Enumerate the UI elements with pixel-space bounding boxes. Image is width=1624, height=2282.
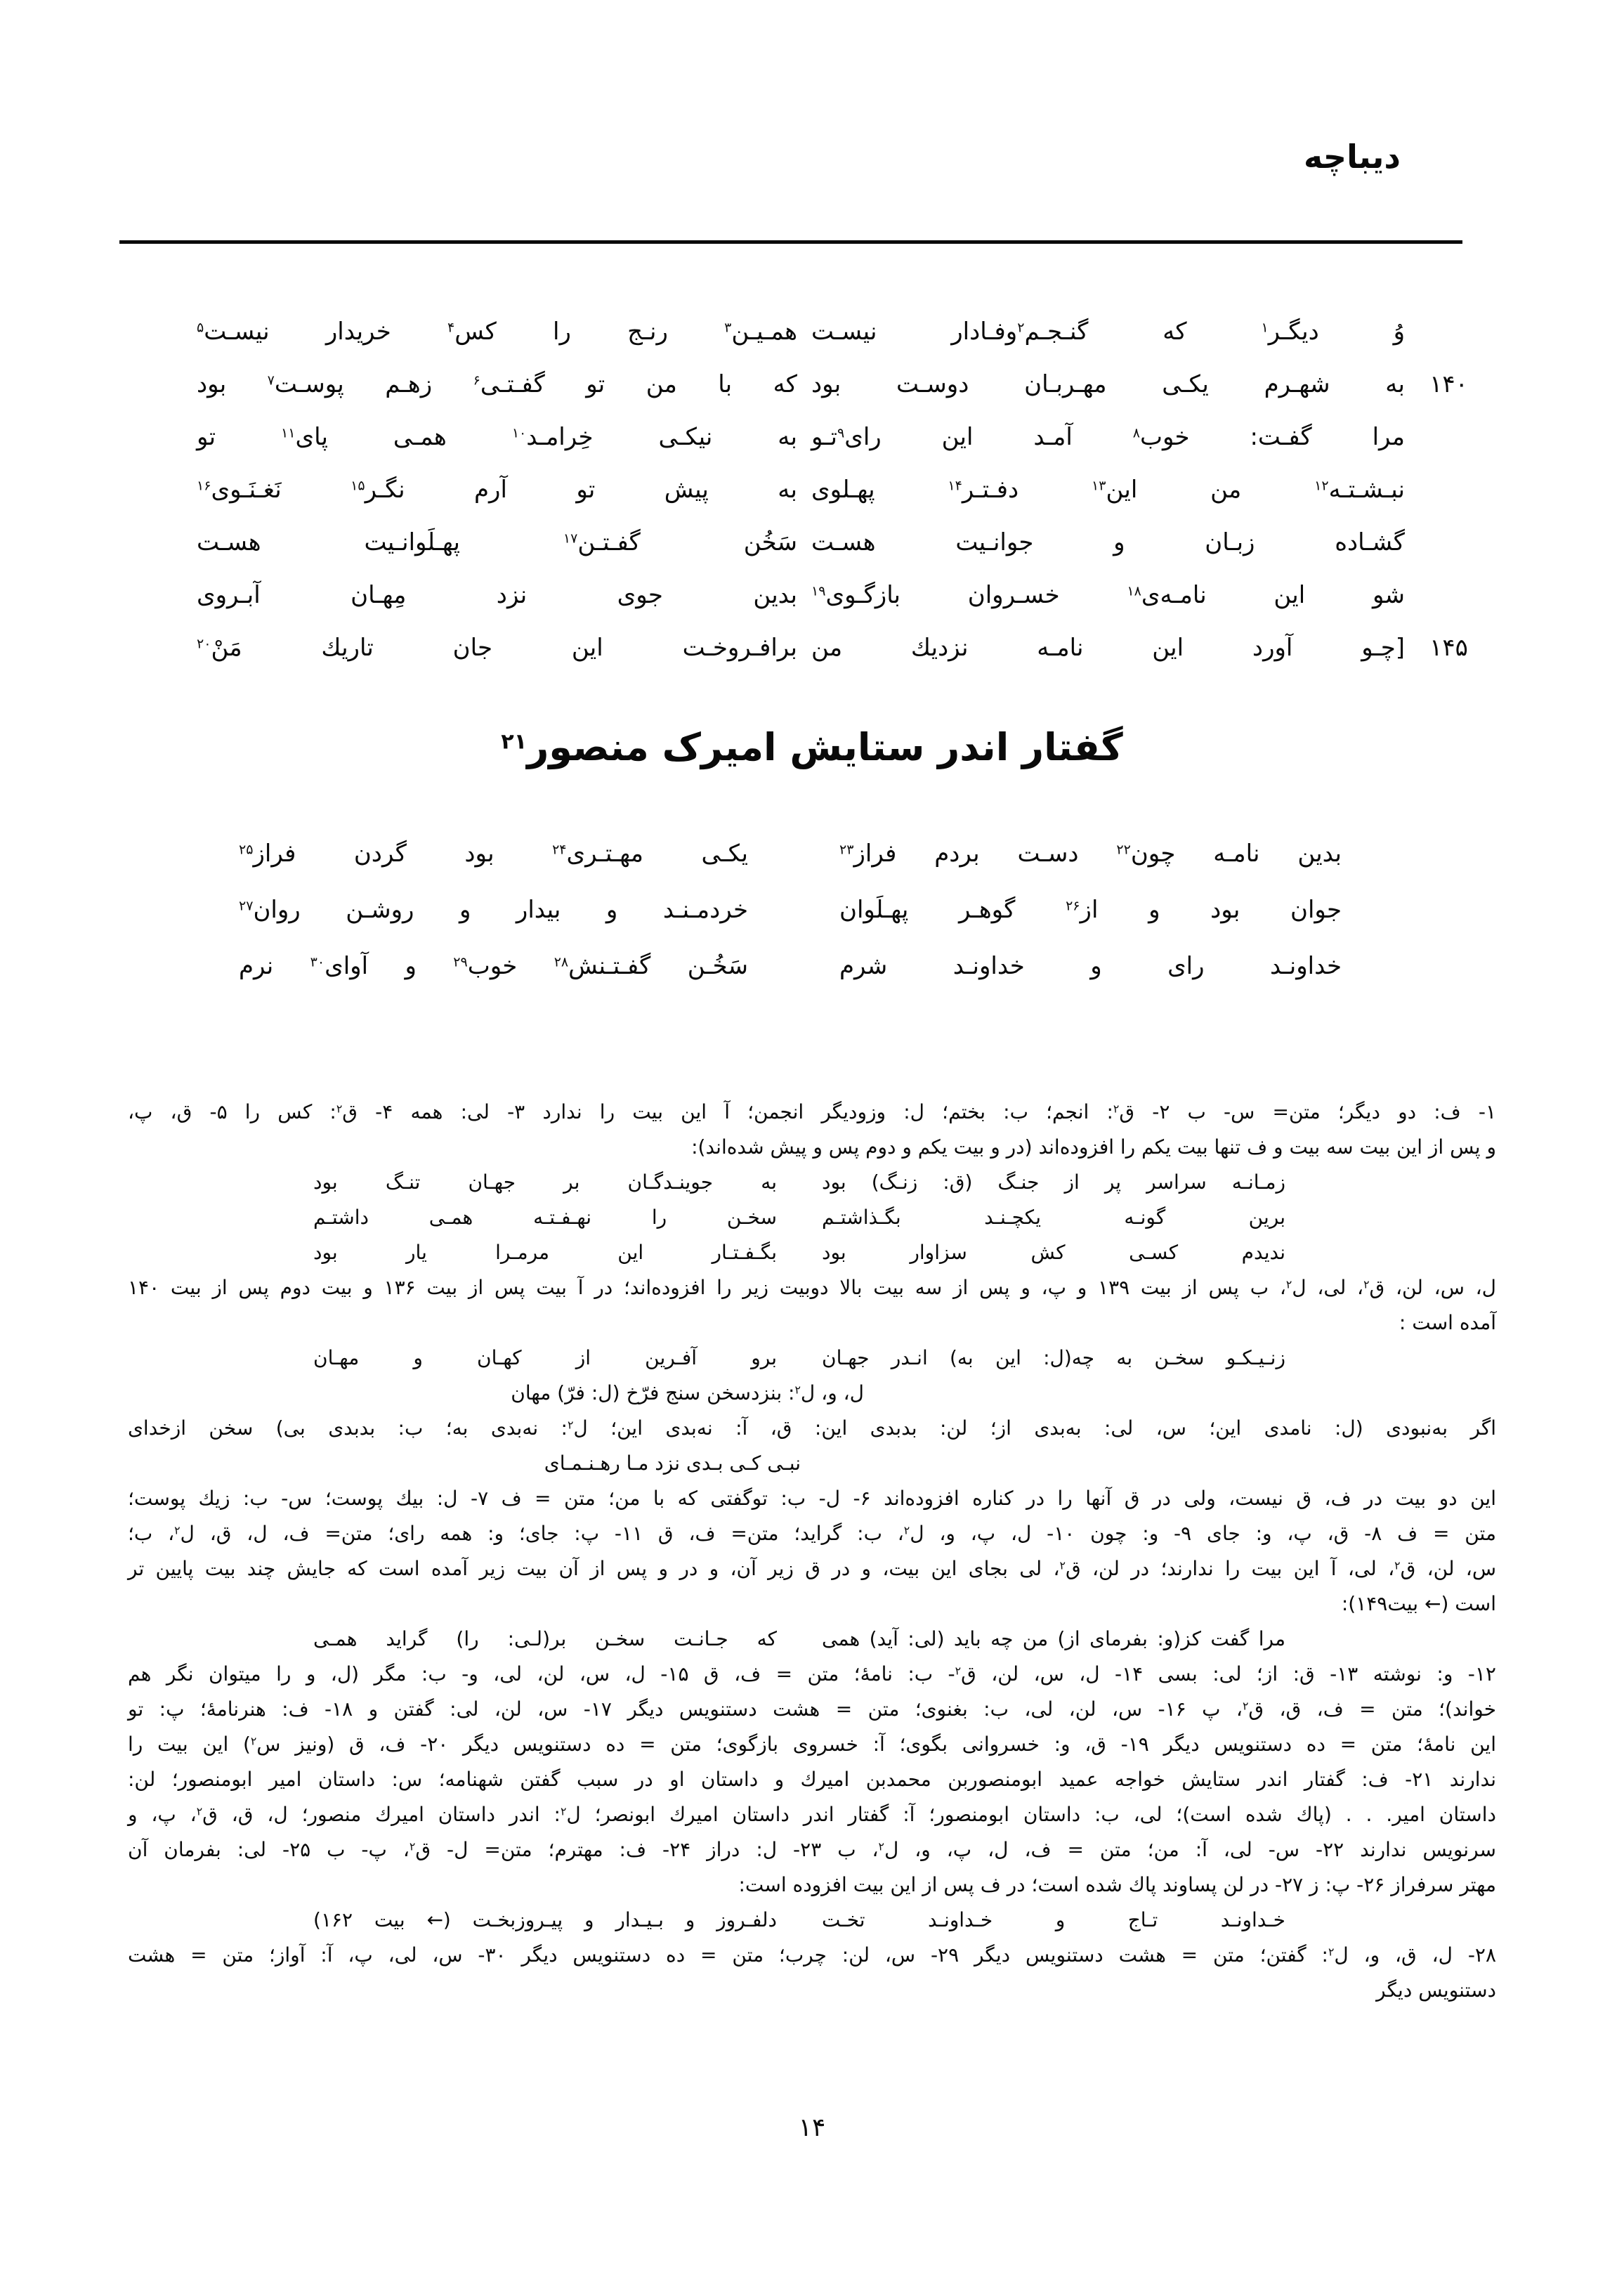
footnote-verse-second: دلفـروز و بـیـدار و پیـروزبخـت (← بیت ۱۶۲) bbox=[313, 1908, 777, 1931]
footnote-ref: ۲ bbox=[903, 1523, 910, 1537]
footnote-line: مهتر سرفراز ۲۶- پ: ز ۲۷- در لن پساوند پاك شده است؛ در ف پس از این بیت افزوده است: bbox=[738, 1873, 1496, 1896]
hemistich-second: یکـی مهـتـری$^{۲۴}$ بود گردن فراز$^{۲۵}$ bbox=[239, 840, 748, 868]
footnote-line: آمده است : bbox=[1399, 1311, 1496, 1334]
couplet-row bbox=[197, 410, 1493, 463]
footnote-ref: ۷ bbox=[267, 372, 275, 389]
footnote-ref: ۲۵ bbox=[239, 842, 254, 858]
footnote-line: دستنویس دیگر bbox=[1376, 1978, 1496, 2002]
hemistich-first: [چـو آورد این نامـه نزدیك من bbox=[811, 633, 1405, 662]
poem-2 bbox=[239, 826, 1342, 994]
footnote-ref: ۱۱ bbox=[281, 425, 296, 441]
footnote-ref: ۲ bbox=[409, 1839, 416, 1853]
hemistich-first: نبـشـتـه$^{۱۲}$ من این$^{۱۳}$ دفـتـر$^{۱۴}$ پهـلوی bbox=[811, 475, 1405, 504]
footnote-ref: ۲۹ bbox=[453, 954, 468, 970]
footnote-ref: ۲۲ bbox=[1116, 842, 1131, 858]
footnote-line: خواند)؛ متن = ف، ق، ق$^۲$، پ ۱۶- س، لن، لی، ب: بغنوی؛ متن = هشت دستنویس دیگر ۱۷- س، لن، لی: گفتن و ۱۸- ف: هنرنامهٔ؛ پ: تو bbox=[128, 1697, 1497, 1721]
footnote-ref: ۲۰ bbox=[197, 636, 211, 652]
footnote-verse bbox=[128, 1341, 1496, 1376]
footnote-line: است (← بیت۱۴۹): bbox=[1341, 1592, 1496, 1615]
hemistich-first: خداونـد رای و خداونـد شرم bbox=[839, 952, 1342, 980]
hemistich-second: که با من تو گفـتـی$^۶$ زهـم پوسـت$^۷$ بود bbox=[197, 370, 797, 398]
hemistich-second: به پیش تو آرم نگـر$^{۱۵}$ نَغـنَـوی$^{۱۶}$ bbox=[197, 475, 797, 504]
footnote-ref: ۲۸ bbox=[554, 954, 569, 970]
footnote-ref: ۲ bbox=[1113, 1102, 1120, 1116]
footnote-ref: ۲ bbox=[1285, 1277, 1292, 1291]
hemistich-second: سَخُـن گفـتـنش$^{۲۸}$ خوب$^{۲۹}$ و آوای$^{۳۰}$ نرم bbox=[239, 952, 748, 980]
footnote-ref: ۲ bbox=[196, 1804, 203, 1818]
footnote-verse-first: زمـانـه سراسر پر از جنـگ (ق: زنـگ) بود bbox=[822, 1171, 1285, 1194]
footnote-ref: ۱۸ bbox=[1127, 583, 1141, 599]
footnote-line: این دو بیت در ف، ق نیست، ولی در ق آنها را در کناره افزوده‌اند ۶- ل- ب: توگفتی که با من؛ متن = ف ۷- ل: بیك پوست؛ س- ب: زیك پوست؛ bbox=[128, 1487, 1496, 1510]
couplet-row bbox=[197, 621, 1493, 674]
footnote-verse-second: بگـفـتـار این مرمـرا یار بود bbox=[313, 1241, 777, 1264]
footnote-ref: ۹ bbox=[837, 425, 845, 441]
footnote-ref: ۳ bbox=[724, 320, 732, 336]
footnote-line: سرنویس ندارند ۲۲- س- لی، آ: من؛ متن = ف، ل، پ، و، ل$^۲$، ب ۲۳- ل: دراز ۲۴- ف: مهترم؛ متن= ل- ق$^۲$، پ- ب ۲۵- لی: بفرمان آن bbox=[128, 1838, 1497, 1861]
footnote-ref: ۸ bbox=[1132, 425, 1140, 441]
footnote-ref: ۲ bbox=[336, 1102, 343, 1116]
hemistich-first: شو این نامـه‌ی$^{۱۸}$ خسـروان بازگـوی$^{۱۹}$ bbox=[811, 580, 1405, 609]
footnote-ref: ۱۰ bbox=[511, 425, 527, 441]
header-rule bbox=[119, 240, 1462, 244]
footnote-ref: ۱۵ bbox=[351, 478, 365, 494]
hemistich-second: برافـروخـت این جان تاریك مَنْ$^{۲۰}$ bbox=[197, 633, 797, 662]
footnote-ref: ۲ bbox=[794, 1383, 801, 1397]
footnote-line: ۲۸- ل، ق، و، ل$^۲$: گفتن؛ متن = هشت دستنویس دیگر ۲۹- س، لن: چرب؛ متن = ده دستنویس دیگر ۳۰- س، لی، پ، آ: آواز؛ متن = هشت bbox=[128, 1943, 1496, 1967]
hemistich-first: مرا گفـت: خوب$^۸$ آمـد این رای$^۹$تـو bbox=[811, 422, 1405, 451]
footnote-ref: ۲۶ bbox=[1066, 898, 1080, 914]
footnote-ref: ۲ bbox=[1363, 1277, 1370, 1291]
footnote-line: ۱۲- و: نوشته ۱۳- ق: از؛ لی: بسی ۱۴- ل، س، لن، ق$^۲$- ب: نامهٔ؛ متن = ف، ق ۱۵- ل، س، لن، لی، و- ب: مگر (ل، و را میتوان نگر هم bbox=[128, 1662, 1496, 1686]
footnote-ref: ۴ bbox=[447, 320, 455, 336]
couplet-row bbox=[197, 516, 1493, 568]
footnote-line: ۱- ف: دو دیگر؛ متن= س- ب ۲- ق$^۲$: انجم؛ ب: بختم؛ ل: وزودیگر انجمن؛ آ این بیت را ندارد ۳- لی: همه ۴- ق$^۲$: کس را ۵- ق، پ، bbox=[128, 1100, 1497, 1123]
footnote-verse-second: سخـن را نهـفـتـه همـی داشتـم bbox=[313, 1206, 777, 1229]
footnote-line: این نامهٔ؛ متن = ده دستنویس دیگر ۱۹- ق، و: خسروانی بگوی؛ آ: خسروی بازگوی؛ متن = ده دستنویس دیگر ۲۰- ف، ق (ونیز س$^۲$) این بیت را bbox=[128, 1733, 1496, 1756]
footnote-line: داستان امیر. . . (پاك شده است)؛ لی، ب: داستان ابومنصور؛ آ: گفتار اندر داستان امیرك ابونصر؛ ل$^۲$: اندر داستان امیرك منصور؛ ل، ق، ق$^۲$، پ، و bbox=[128, 1803, 1497, 1826]
footnote-line: متن = ف ۸- ق، پ، و: جای ۹- و: چون ۱۰- ل، پ، و، ل$^۲$، ب: گراید؛ متن= ف، ق ۱۱- پ: جای؛ و: همه رای؛ متن= ف، ل، ق، ل$^۲$، ب؛ bbox=[128, 1522, 1496, 1545]
footnote-ref: ۲۴ bbox=[552, 842, 567, 858]
footnote-ref: ۲۳ bbox=[839, 842, 854, 858]
footnote-ref: ۲ bbox=[1394, 1558, 1401, 1572]
footnote-verse bbox=[128, 1165, 1496, 1200]
footnote-verse-first: برین گونـه یكچـنـد بگـذاشتـم bbox=[822, 1206, 1285, 1229]
footnote-verse bbox=[128, 1622, 1496, 1657]
footnote-ref: ۲ bbox=[878, 1839, 884, 1853]
hemistich-second: به نیکـی خِرامـد$^{۱۰}$ همـی پای$^{۱۱}$ تو bbox=[197, 422, 797, 451]
couplet-row bbox=[197, 463, 1493, 516]
footnote-ref: ۲ bbox=[1242, 1699, 1249, 1713]
footnote-line: ل، و، ل$^۲$: بنزدسخن سنج فرّخ (ل: فرّ) مهان bbox=[511, 1381, 864, 1404]
hemistich-first: گشـاده زبـان و جوانـیت هسـت bbox=[811, 528, 1405, 556]
footnote-verse-second: به جوینـدگـان بر جهـان تنـگ بود bbox=[313, 1171, 777, 1194]
footnote-line: نبـی کـی بـدی نزد مـا رهـنـمـای bbox=[544, 1452, 801, 1475]
hemistich-first: به شهـرم یکـی مهـربـان دوسـت بود bbox=[811, 370, 1405, 398]
hemistich-first: وُ دیگـر$^۱$ که گنـجـم$^۲$وفـادار نیسـت bbox=[811, 317, 1405, 346]
footnote-ref: ۱۳ bbox=[1092, 478, 1106, 494]
footnote-ref: ۲ bbox=[955, 1664, 962, 1678]
footnote-ref: ۲ bbox=[1017, 320, 1025, 336]
footnote-ref: ۲ bbox=[568, 1418, 574, 1432]
footnote-ref: ۱ bbox=[1261, 320, 1269, 336]
hemistich-first: جوان بود و از$^{۲۶}$ گوهـر پهـلَوان bbox=[839, 896, 1342, 924]
footnote-ref: ۲۷ bbox=[239, 898, 254, 914]
page-number: ۱۴ bbox=[798, 2113, 826, 2142]
footnote-ref: ۱۹ bbox=[811, 583, 826, 599]
hemistich-second: همـیـن$^۳$ رنـج را کس$^۴$ خریدار نیسـت$^۵$ bbox=[197, 317, 797, 346]
footnote-ref: ۱۲ bbox=[1314, 478, 1329, 494]
footnote-verse-first: خـداونـد تـاج و خـداونـد تخـت bbox=[822, 1908, 1285, 1931]
poem-1 bbox=[197, 305, 1493, 674]
footnote-ref: ۲ bbox=[1328, 1945, 1335, 1959]
footnote-line: اگر به‌نبودی (ل: نامدی این؛ س، لی: به‌بدی از؛ لن: بدبدی این: ق، آ: نه‌بدی این؛ ل$^۲$: نه‌بدی به؛ ب: بدبدی بی) سخن ازخدای bbox=[128, 1416, 1497, 1440]
footnote-ref: ۲ bbox=[250, 1734, 257, 1748]
footnote-ref: ۲۱ bbox=[501, 729, 528, 755]
running-head: دیباچه bbox=[1304, 138, 1401, 176]
couplet-row bbox=[197, 358, 1493, 410]
footnote-verse-first: مرا گفت کز(و: بفرمای از) من چه باید (لی: آید) همی bbox=[822, 1627, 1285, 1650]
footnote-ref: ۱۴ bbox=[948, 478, 962, 494]
footnote-verse-first: زنـیـکـو سخـن به چه(ل: این به) انـدر جهـان bbox=[822, 1346, 1285, 1369]
footnote-ref: ۲ bbox=[560, 1804, 567, 1818]
couplet-row bbox=[197, 568, 1493, 621]
footnote-ref: ۲ bbox=[174, 1523, 181, 1537]
footnote-verse bbox=[128, 1235, 1496, 1270]
couplet-row bbox=[197, 305, 1493, 358]
footnote-line: ل، س، لن، ق$^۲$، لی، ل$^۲$، ب پس از بیت ۱۳۹ و پ، و پس از سه بیت بالا دوبیت زیر را افزوده‌اند؛ در آ بیت پس از بیت ۱۳۶ و بیت دوم پس از بیت ۱۴۰ bbox=[128, 1276, 1497, 1299]
verse-number: ۱۴۰ bbox=[1429, 370, 1468, 398]
hemistich-second: بدین جوی نزد مِهـان آبـروی bbox=[197, 580, 797, 609]
footnote-verse-first: ندیدم کسـی کش سزاوار بود bbox=[822, 1241, 1285, 1264]
footnote-verse-second: که جـانـت سخـن بر(لـی: را) گراید همـی bbox=[313, 1627, 777, 1650]
hemistich-second: خردمـنـد و بیدار و روشـن روان$^{۲۷}$ bbox=[239, 896, 748, 924]
footnote-verse bbox=[128, 1200, 1496, 1235]
footnotes-block bbox=[128, 1095, 1496, 2008]
couplet-row bbox=[239, 826, 1342, 882]
footnote-ref: ۵ bbox=[197, 320, 204, 336]
footnote-ref: ۱۶ bbox=[197, 478, 211, 494]
footnote-ref: ۳۰ bbox=[310, 954, 325, 970]
footnote-verse-second: برو آفـرین از کهـان و مهـان bbox=[313, 1346, 777, 1369]
verse-number: ۱۴۵ bbox=[1429, 633, 1468, 662]
couplet-row bbox=[239, 882, 1342, 938]
footnote-line: و پس از این بیت سه بیت و ف تنها بیت یکم را افزوده‌اند (در و بیت یکم و دوم پس و پیش شده‌اند): bbox=[691, 1135, 1496, 1159]
footnote-ref: ۲ bbox=[1059, 1558, 1066, 1572]
hemistich-second: سَخُن گفـتـن$^{۱۷}$ پهـلَوانـیت هسـت bbox=[197, 528, 798, 556]
footnote-line: س، لن، ق$^۲$، لی، آ این بیت را ندارند؛ در لن، ق$^۲$، لی بجای این بیت، و در ق زیر آن، و در و پس از آن بیت زیر آمده است که جایش چند بیت پایین تر bbox=[128, 1557, 1497, 1580]
couplet-row bbox=[239, 938, 1342, 994]
footnote-line: ندارند ۲۱- ف: گفتار اندر ستایش خواجه عمید ابومنصوربن محمدبن امیرك و داستان او در سبب گفتن شهنامه؛ س: داستان امیر ابومنصور؛ لن: bbox=[128, 1768, 1496, 1791]
section-heading: گفتار اندر ستایش امیرک منصور$^{۲۱}$ bbox=[501, 725, 1123, 769]
footnote-verse bbox=[128, 1903, 1496, 1938]
footnote-ref: ۱۷ bbox=[563, 530, 578, 547]
hemistich-first: بدین نامـه چون$^{۲۲}$ دسـت بردم فراز$^{۲۳}$ bbox=[839, 840, 1342, 868]
footnote-ref: ۶ bbox=[473, 372, 480, 389]
